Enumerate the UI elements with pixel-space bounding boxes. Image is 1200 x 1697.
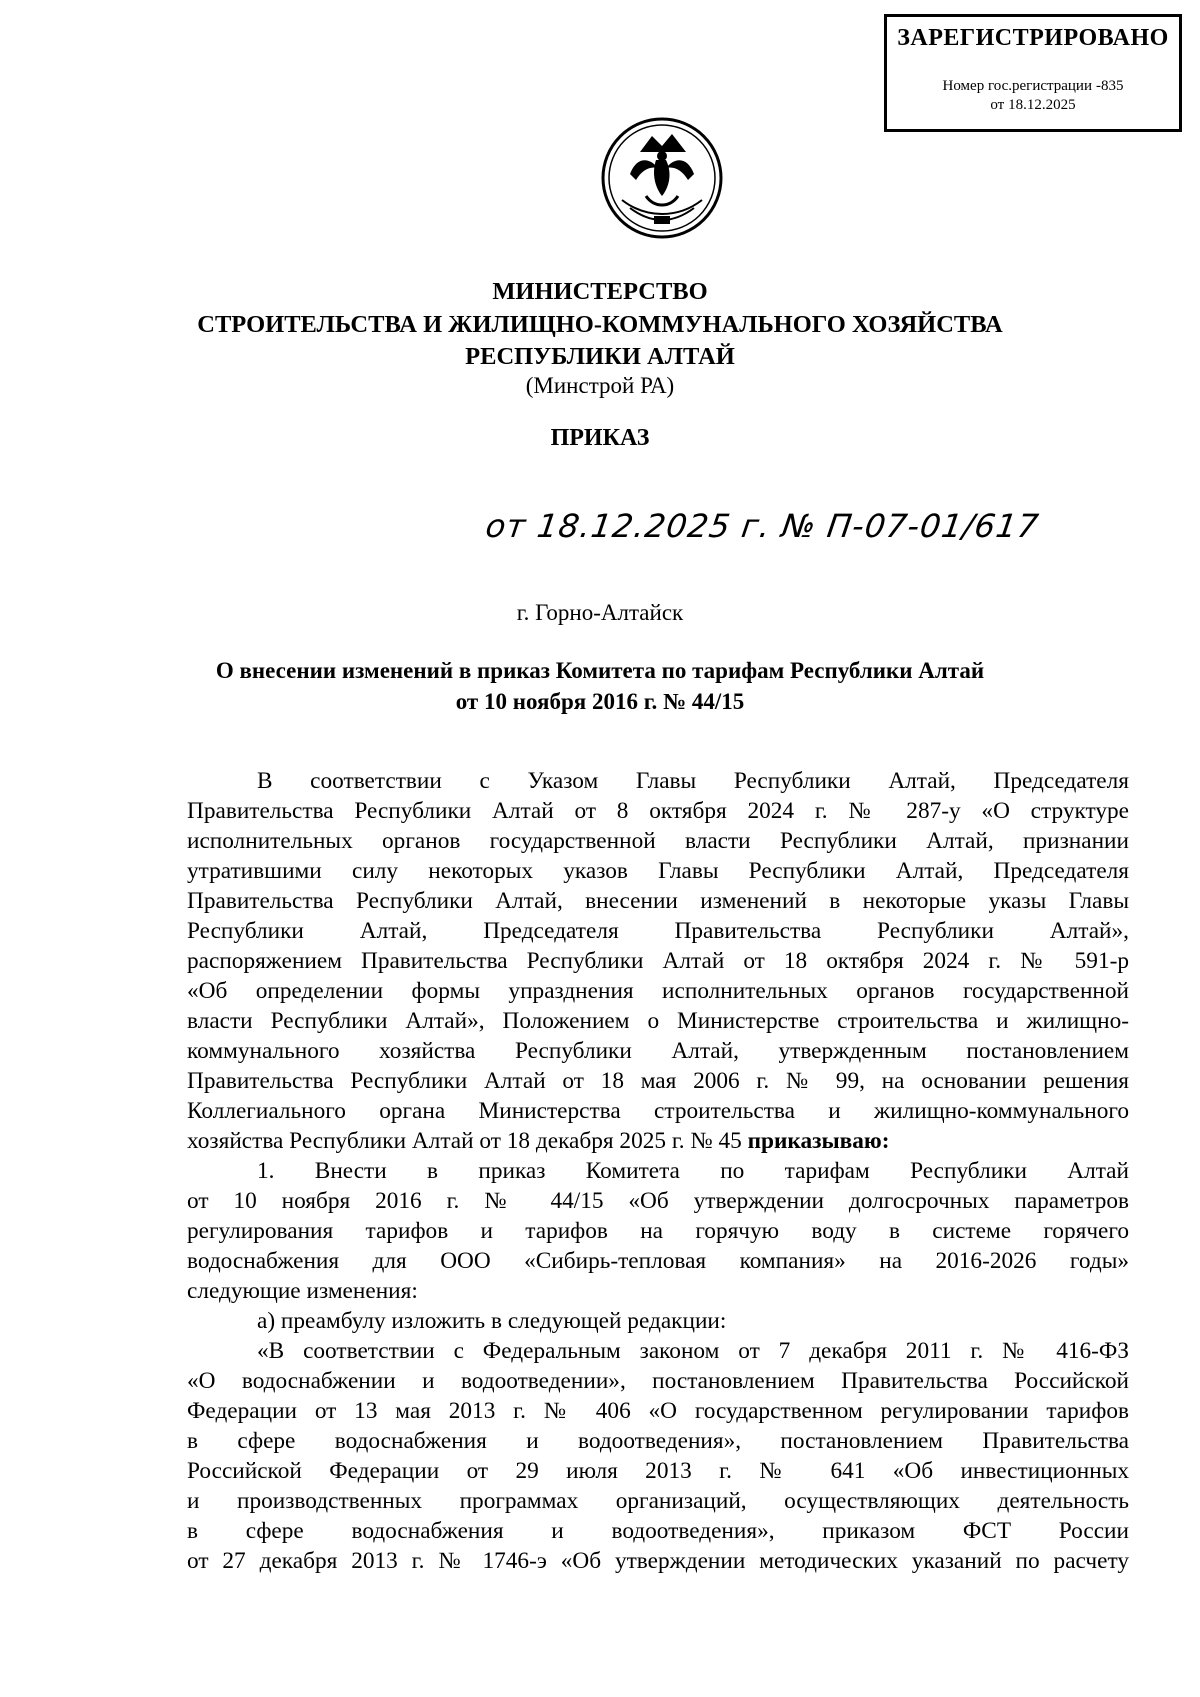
city: г. Горно-Алтайск <box>516 600 684 625</box>
body-line: Коллегиального органа Министерства строительства и жилищно-коммунального <box>187 1098 1129 1124</box>
stamp-date: 18.12.2025 <box>1008 97 1076 113</box>
document-subject <box>0 655 1200 717</box>
subject-line-1: О внесении изменений в приказ Комитета по тарифам Республики Алтай <box>215 658 985 683</box>
ministry-name-line-1: МИНИСТЕРСТВО <box>492 278 708 305</box>
body-line <box>187 1126 1129 1156</box>
body-line: распоряжением Правительства Республики Алтай от 18 октября 2024 г. № 591-р <box>187 948 1129 974</box>
body-line: в сфере водоснабжения и водоотведения», приказом ФСТ России <box>187 1518 1129 1544</box>
body-line: «О водоснабжении и водоотведении», постановлением Правительства Российской <box>187 1368 1129 1394</box>
body-line: В соответствии с Указом Главы Республики Алтай, Председателя <box>257 768 1129 794</box>
stamp-date-label: от <box>990 97 1005 113</box>
stamp-date-line <box>887 97 1179 114</box>
body-line: Российской Федерации от 29 июля 2013 г. № 641 «Об инвестиционных <box>187 1458 1129 1484</box>
coat-of-arms-emblem-icon <box>600 116 724 240</box>
body-line: регулирования тарифов и тарифов на горячую воду в системе горячего <box>187 1218 1129 1244</box>
body-line: «В соответствии с Федеральным законом от 7 декабря 2011 г. № 416-ФЗ <box>257 1338 1129 1364</box>
body-line: и производственных программах организаций, осуществляющих деятельность <box>187 1488 1129 1514</box>
body-line: Федерации от 13 мая 2013 г. № 406 «О государственном регулировании тарифов <box>187 1398 1129 1424</box>
body-line: Республики Алтай, Председателя Правительства Республики Алтай», <box>187 918 1129 944</box>
body-line: коммунального хозяйства Республики Алтай, утвержденным постановлением <box>187 1038 1129 1064</box>
body-line: от 10 ноября 2016 г. № 44/15 «Об утверждении долгосрочных параметров <box>187 1188 1129 1214</box>
ministry-abbreviation: (Минстрой РА) <box>525 373 675 398</box>
body-line: водоснабжения для ООО «Сибирь-тепловая компания» на 2016-2026 годы» <box>187 1248 1129 1274</box>
stamp-reg-line <box>887 78 1179 95</box>
ministry-name-line-2: СТРОИТЕЛЬСТВА И ЖИЛИЩНО-КОММУНАЛЬНОГО ХОЗЯЙСТВА <box>197 311 1003 338</box>
body-line: 1. Внести в приказ Комитета по тарифам Республики Алтай <box>257 1158 1129 1184</box>
stamp-reg-number: -835 <box>1095 78 1124 94</box>
subject-line-2: от 10 ноября 2016 г. № 44/15 <box>455 689 745 714</box>
body-line: «Об определении формы упразднения исполнительных органов государственной <box>187 978 1129 1004</box>
document-type: ПРИКАЗ <box>550 425 650 451</box>
handwritten-date-number: от 18.12.2025 г. № П-07-01/617 <box>483 507 1042 545</box>
body-line: Правительства Республики Алтай, внесении изменений в некоторые указы Главы <box>187 888 1129 914</box>
body-line: власти Республики Алтай», Положением о Министерстве строительства и жилищно- <box>187 1008 1129 1034</box>
stamp-title: ЗАРЕГИСТРИРОВАНО <box>897 25 1169 51</box>
body-line: Правительства Республики Алтай от 8 октября 2024 г. № 287-у «О структуре <box>187 798 1129 824</box>
body-line: утратившими силу некоторых указов Главы Республики Алтай, Председателя <box>187 858 1129 884</box>
stamp-reg-label: Номер гос.регистрации <box>942 78 1092 94</box>
body-line: исполнительных органов государственной власти Республики Алтай, признании <box>187 828 1129 854</box>
body-line: следующие изменения: <box>187 1278 418 1304</box>
order-verb: приказываю: <box>747 1128 890 1154</box>
body-line: а) преамбулу изложить в следующей редакции: <box>257 1308 727 1334</box>
body-line: от 27 декабря 2013 г. № 1746-э «Об утверждении методических указаний по расчету <box>187 1548 1129 1574</box>
body-text: хозяйства Республики Алтай от 18 декабря 2025 г. № 45 <box>187 1128 742 1154</box>
body-line: Правительства Республики Алтай от 18 мая 2006 г. № 99, на основании решения <box>187 1068 1129 1094</box>
body-line: в сфере водоснабжения и водоотведения», постановлением Правительства <box>187 1428 1129 1454</box>
ministry-name-line-3: РЕСПУБЛИКИ АЛТАЙ <box>465 343 735 370</box>
registration-stamp <box>884 14 1182 132</box>
